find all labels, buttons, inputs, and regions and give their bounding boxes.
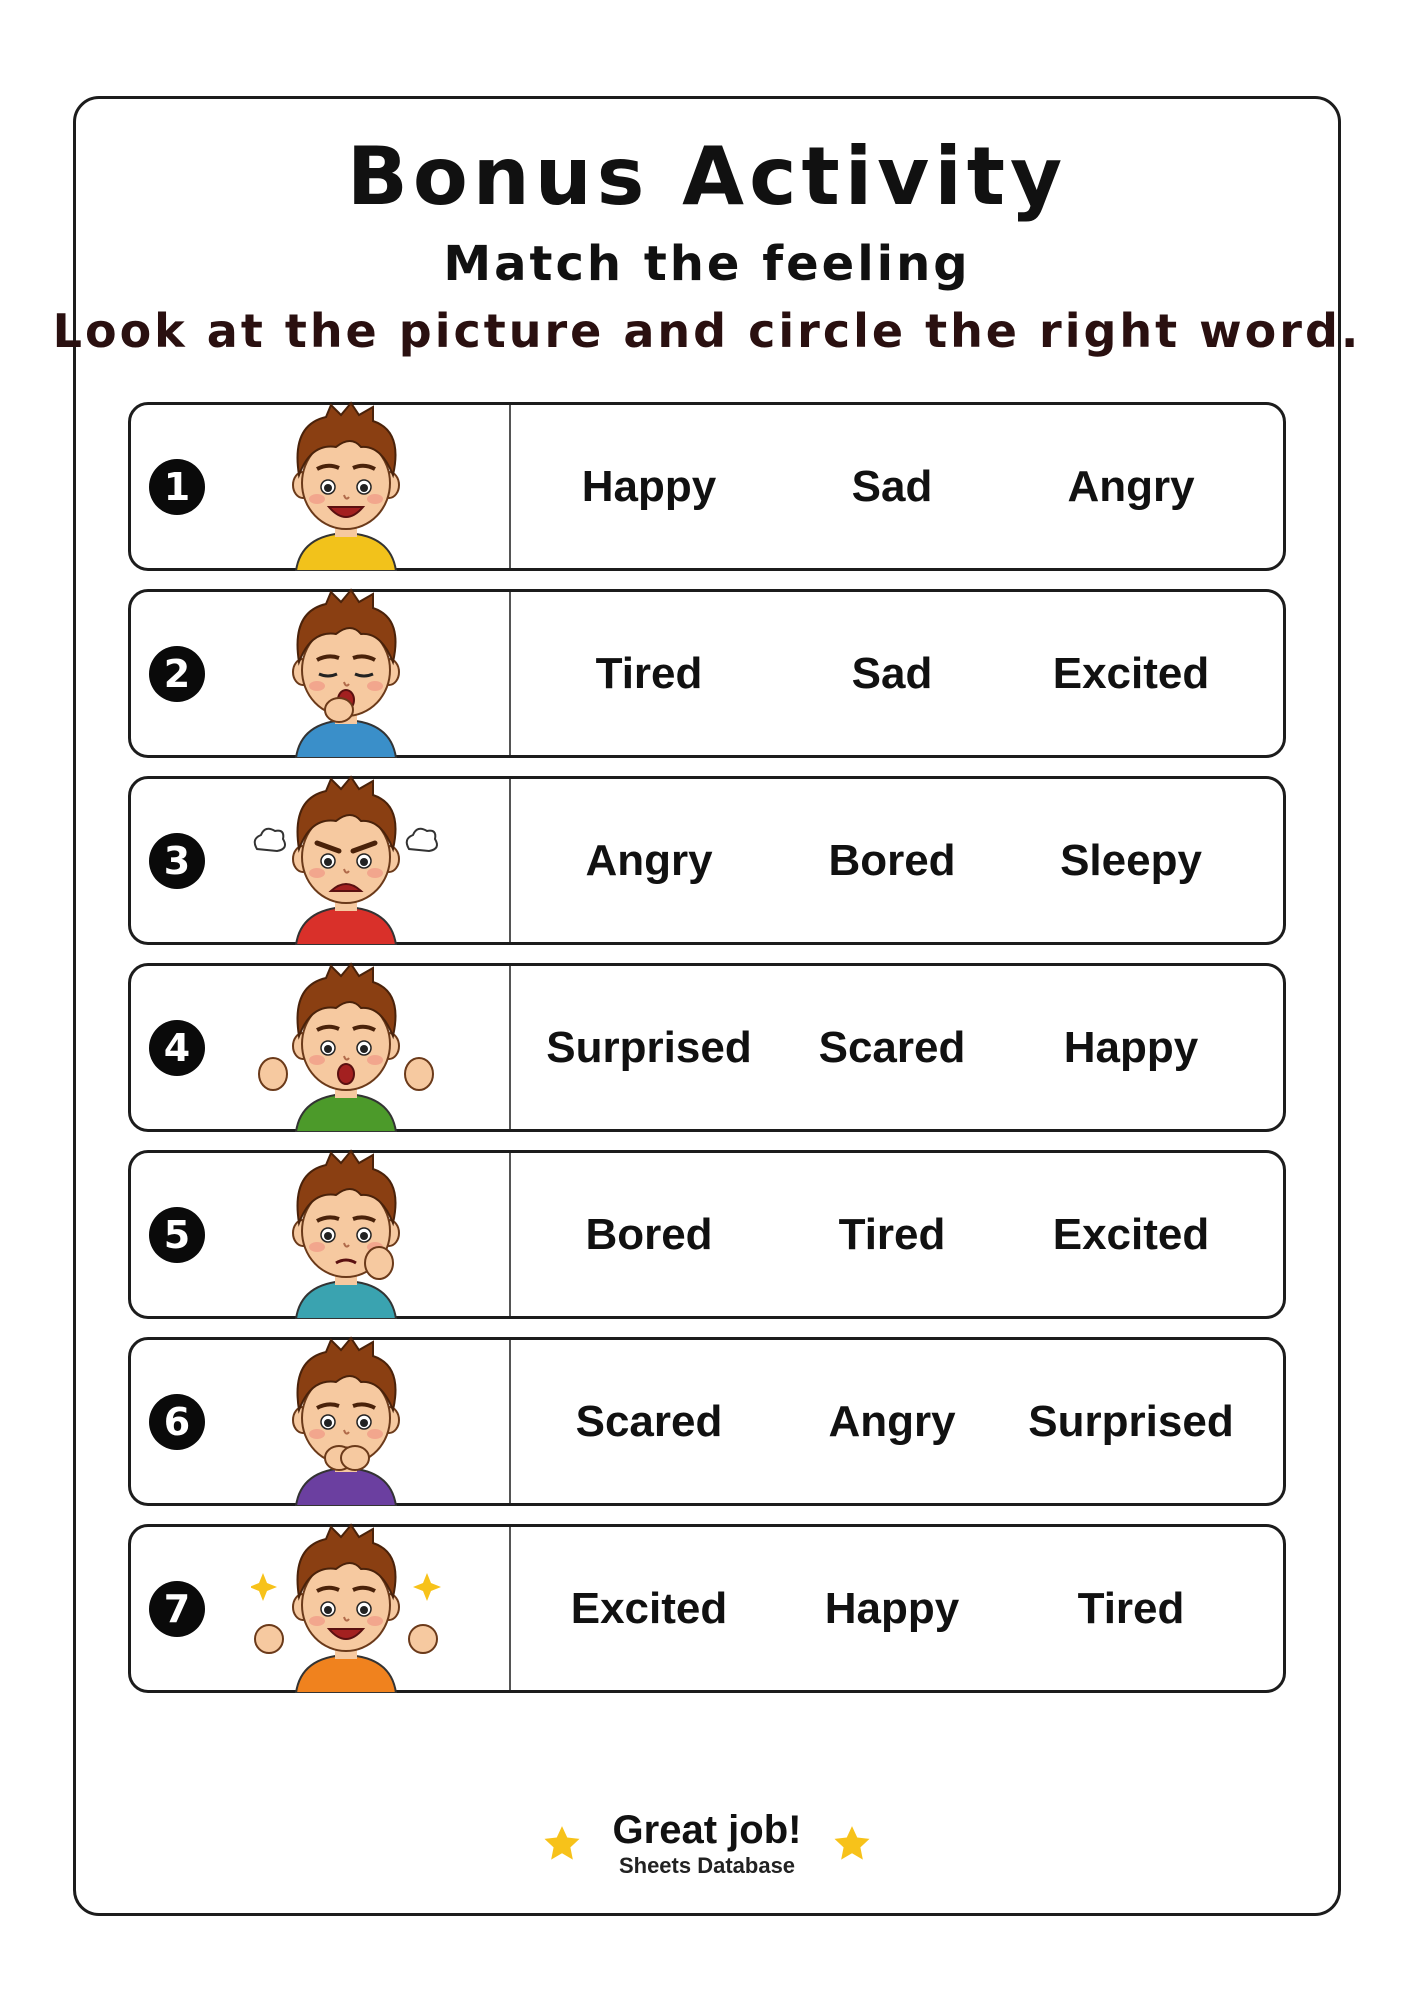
word-option[interactable]: Happy bbox=[1063, 1022, 1199, 1072]
star-icon bbox=[541, 1823, 583, 1865]
word-options bbox=[509, 592, 1283, 755]
row-number: 7 bbox=[149, 1581, 205, 1637]
surprised-boy-icon bbox=[251, 956, 441, 1132]
word-option[interactable]: Tired bbox=[838, 1209, 946, 1259]
word-option[interactable]: Happy bbox=[824, 1583, 960, 1633]
angry-boy-icon bbox=[251, 769, 441, 945]
bored-boy-icon bbox=[251, 1143, 441, 1319]
feelings-list bbox=[128, 402, 1286, 1711]
great-job-text: Great job! bbox=[612, 1808, 802, 1852]
footer bbox=[0, 1808, 1414, 1879]
feeling-row bbox=[128, 1150, 1286, 1319]
feeling-row bbox=[128, 589, 1286, 758]
scared-boy-icon bbox=[251, 1330, 441, 1506]
picture-cell bbox=[131, 1527, 511, 1690]
picture-cell bbox=[131, 1153, 511, 1316]
word-option[interactable]: Sleepy bbox=[1060, 835, 1202, 885]
word-option[interactable]: Bored bbox=[828, 835, 956, 885]
page-title: Bonus Activity bbox=[346, 130, 1068, 223]
picture-cell bbox=[131, 779, 511, 942]
feeling-row bbox=[128, 776, 1286, 945]
word-option[interactable]: Excited bbox=[1052, 1209, 1210, 1259]
word-option[interactable]: Happy bbox=[581, 461, 717, 511]
instruction-text: Look at the picture and circle the right word. bbox=[52, 304, 1362, 358]
feeling-row bbox=[128, 963, 1286, 1132]
page-subtitle: Match the feeling bbox=[443, 236, 971, 292]
word-option[interactable]: Angry bbox=[1067, 461, 1195, 511]
word-option[interactable]: Angry bbox=[585, 835, 713, 885]
row-number: 4 bbox=[149, 1020, 205, 1076]
word-option[interactable]: Sad bbox=[851, 461, 933, 511]
word-options bbox=[509, 1340, 1283, 1503]
row-number: 2 bbox=[149, 646, 205, 702]
happy-boy-icon bbox=[251, 395, 441, 571]
word-option[interactable]: Scared bbox=[575, 1396, 723, 1446]
footer-main bbox=[541, 1808, 874, 1879]
word-option[interactable]: Excited bbox=[1052, 648, 1210, 698]
feeling-row bbox=[128, 1337, 1286, 1506]
word-option[interactable]: Scared bbox=[818, 1022, 966, 1072]
yawning-boy-icon bbox=[251, 582, 441, 758]
star-icon bbox=[831, 1823, 873, 1865]
word-option[interactable]: Tired bbox=[1077, 1583, 1185, 1633]
feeling-row bbox=[128, 402, 1286, 571]
word-option[interactable]: Tired bbox=[595, 648, 703, 698]
picture-cell bbox=[131, 405, 511, 568]
row-number: 6 bbox=[149, 1394, 205, 1450]
brand-text: Sheets Database bbox=[618, 1853, 796, 1878]
picture-cell bbox=[131, 1340, 511, 1503]
word-option[interactable]: Bored bbox=[585, 1209, 713, 1259]
excited-boy-icon bbox=[251, 1517, 441, 1693]
row-number: 3 bbox=[149, 833, 205, 889]
row-number: 1 bbox=[149, 459, 205, 515]
word-options bbox=[509, 966, 1283, 1129]
word-options bbox=[509, 779, 1283, 942]
word-option[interactable]: Excited bbox=[570, 1583, 728, 1633]
row-number: 5 bbox=[149, 1207, 205, 1263]
word-options bbox=[509, 1153, 1283, 1316]
picture-cell bbox=[131, 966, 511, 1129]
word-option[interactable]: Angry bbox=[828, 1396, 956, 1446]
word-option[interactable]: Surprised bbox=[546, 1022, 752, 1072]
word-option[interactable]: Sad bbox=[851, 648, 933, 698]
feeling-row bbox=[128, 1524, 1286, 1693]
word-options bbox=[509, 1527, 1283, 1690]
word-option[interactable]: Surprised bbox=[1028, 1396, 1234, 1446]
word-options bbox=[509, 405, 1283, 568]
picture-cell bbox=[131, 592, 511, 755]
